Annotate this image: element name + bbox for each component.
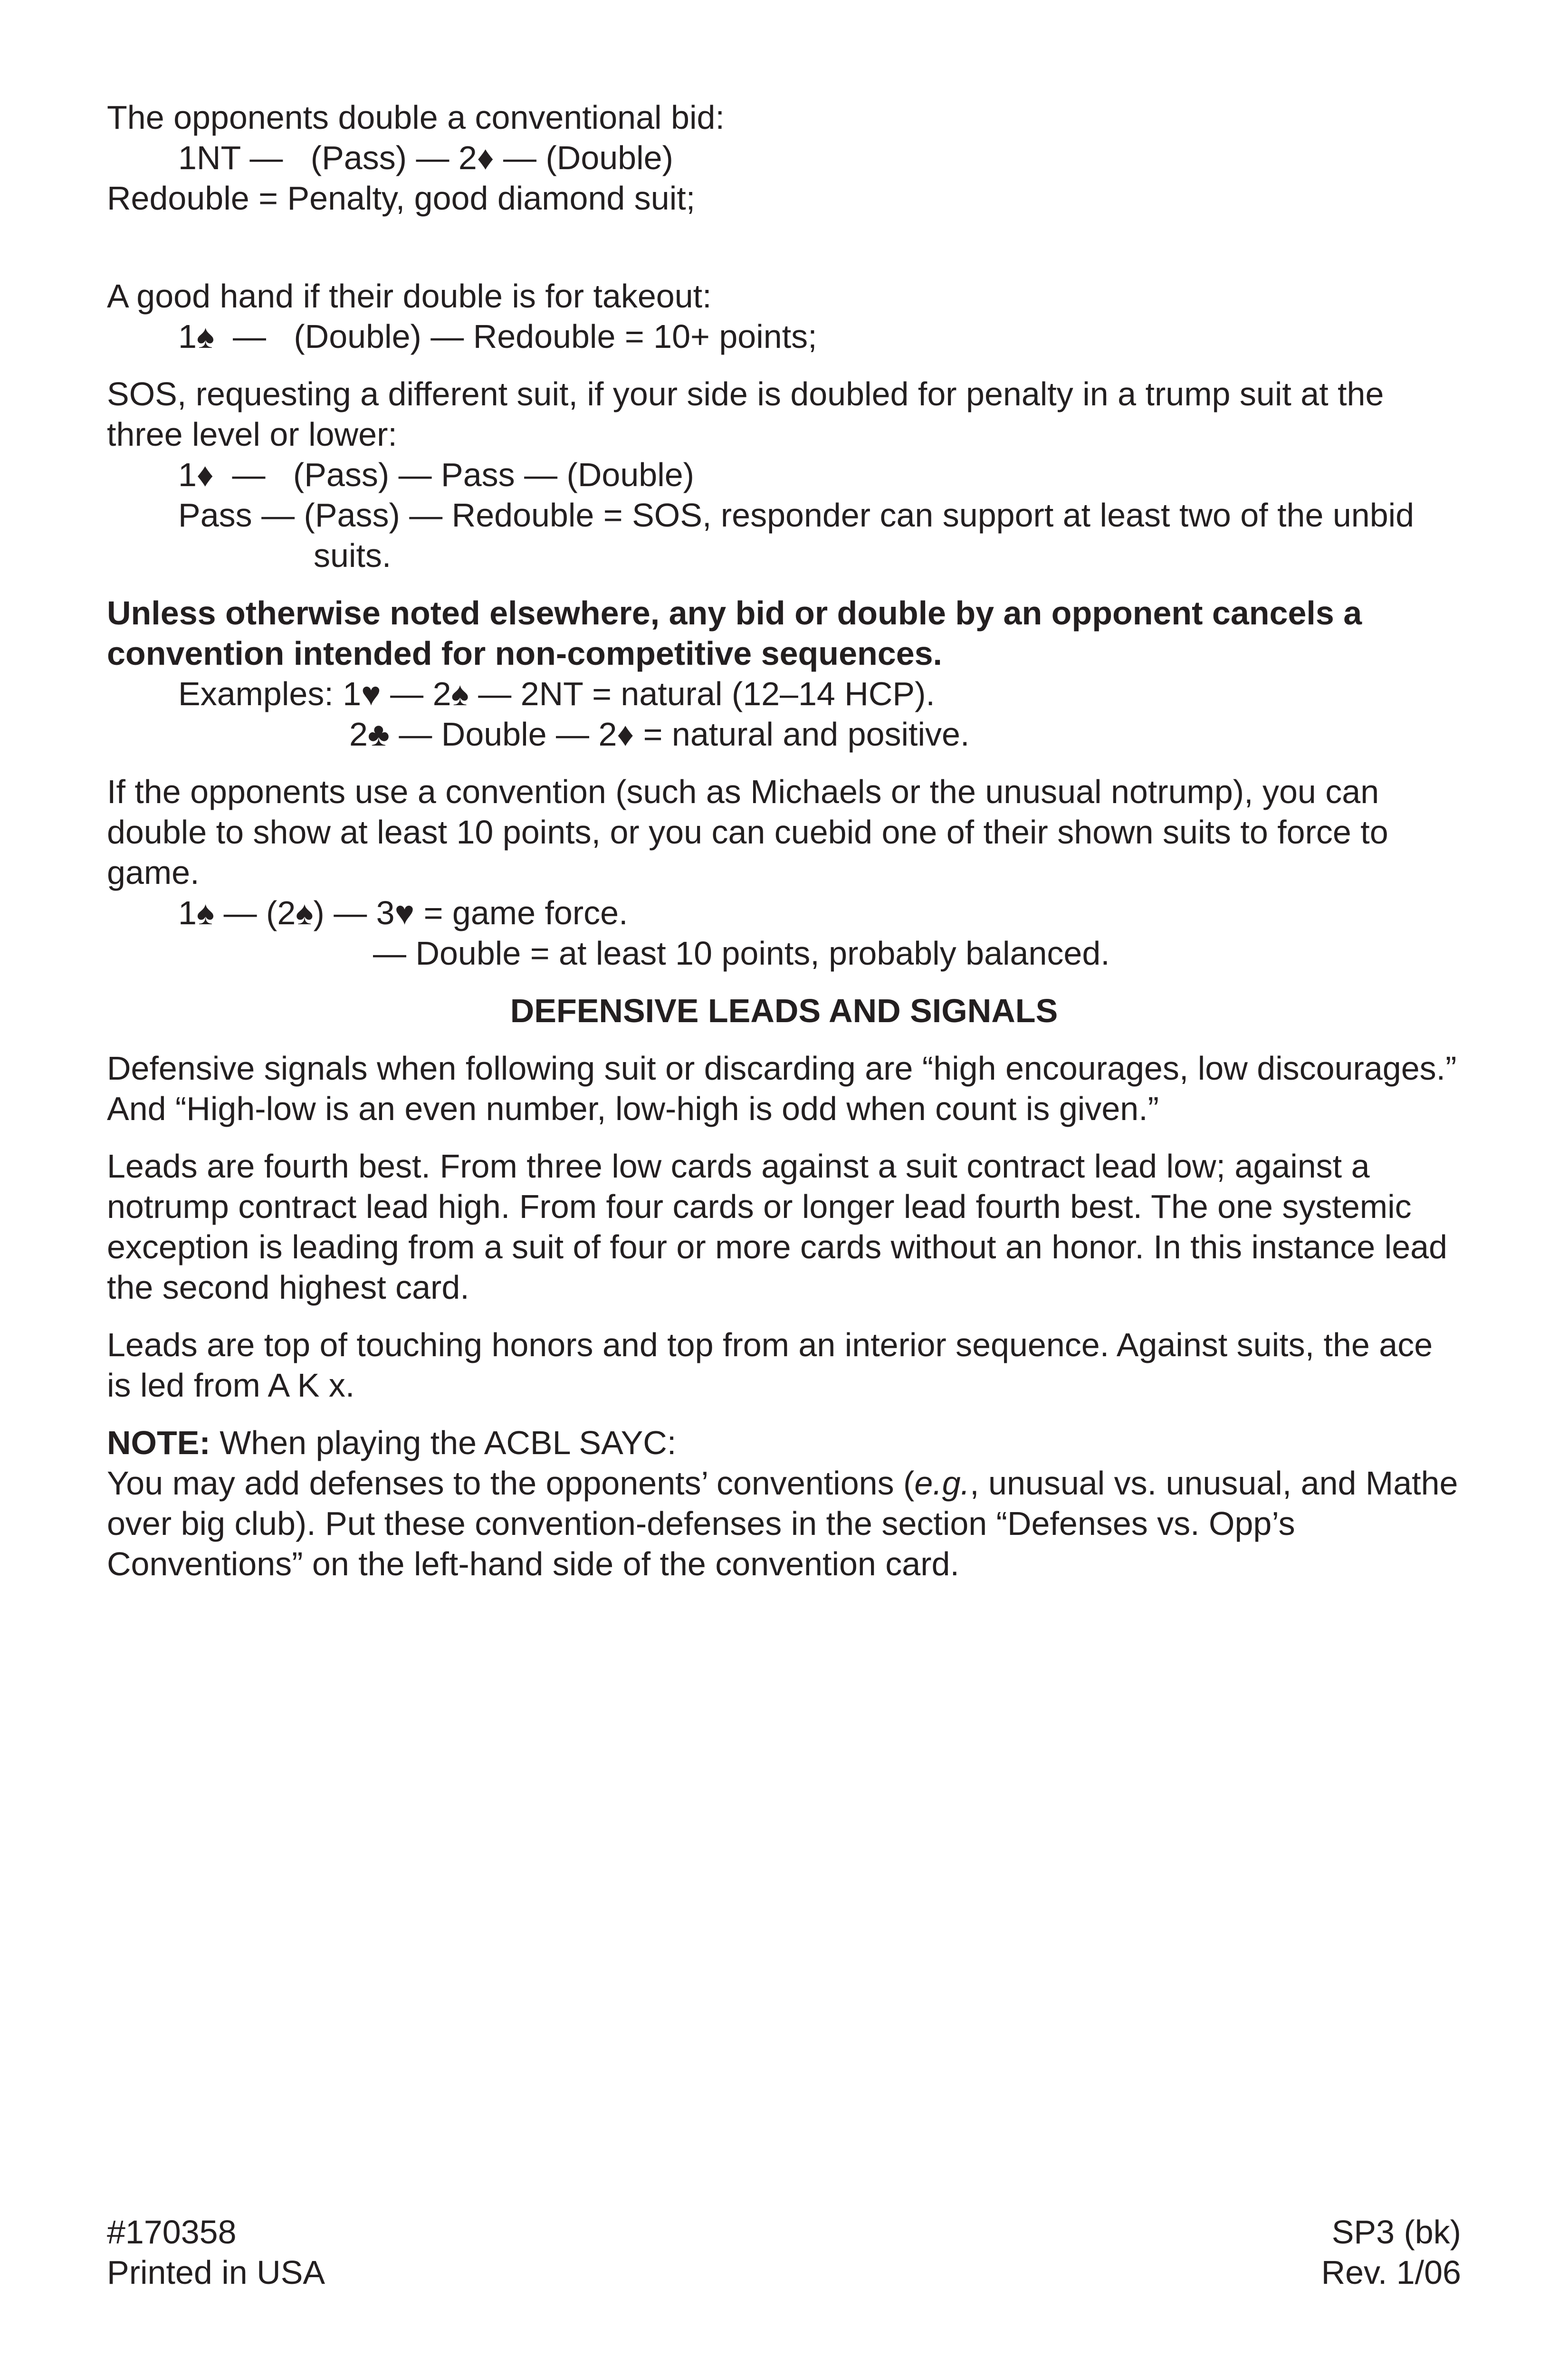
form-code: SP3 (bk): [1331, 2213, 1461, 2251]
takeout-double-intro: A good hand if their double is for takeout:: [107, 278, 712, 315]
footer-left: [107, 2212, 325, 2293]
opp-convention-line-2: — Double = at least 10 points, probably balanced.: [373, 935, 1110, 972]
note-label: NOTE:: [107, 1424, 210, 1461]
item-number: #170358: [107, 2213, 237, 2251]
opp-convention-line-1: 1♠ — (2♠) — 3♥ = game force.: [178, 894, 628, 931]
signals-paragraph: Defensive signals when following suit or discarding are “high encourages, low discourages.” And “High-low is an even number, low-high is odd when count is given.”: [107, 1050, 1457, 1127]
opp-convention-text: If the opponents use a convention (such as Michaels or the unusual notrump), you can double to show at least 10 points, or you can cuebid one of their shown suits to force to game.: [107, 773, 1388, 891]
section-heading: DEFENSIVE LEADS AND SIGNALS: [510, 992, 1058, 1029]
conventional-double-intro: The opponents double a conventional bid:: [107, 99, 725, 136]
note-paragraph: [107, 1463, 1461, 1584]
takeout-double-sequence: 1♠ — (Double) — Redouble = 10+ points;: [178, 318, 817, 355]
leads-paragraph-1: Leads are fourth best. From three low cards against a suit contract lead low; against a notrump contract lead high. From four cards or longer lead fourth best. The one systemic exception is leading from a suit of four or more cards without an honor. In this instance lead the second highest card.: [107, 1148, 1447, 1306]
note-text-after: , unusual vs. unusual, and Mathe over big club). Put these convention-defenses in the section “Defenses vs. Opp’s Conventions” on the left-hand side of the convention card.: [107, 1465, 1458, 1582]
document-page: [107, 97, 1461, 1584]
note-lead: When playing the ACBL SAYC:: [210, 1424, 677, 1461]
conventional-double-meaning: Redouble = Penalty, good diamond suit;: [107, 180, 696, 217]
cancel-rule: Unless otherwise noted elsewhere, any bid or double by an opponent cancels a convention intended for non-competitive sequences.: [107, 594, 1362, 672]
note-text-before: You may add defenses to the opponents’ conventions (: [107, 1465, 915, 1502]
sos-sequence-2: Pass — (Pass) — Redouble = SOS, responder can support at least two of the unbid suits.: [178, 497, 1415, 574]
sos-intro: SOS, requesting a different suit, if your side is doubled for penalty in a trump suit at the three level or lower:: [107, 375, 1384, 453]
conventional-double-sequence: 1NT — (Pass) — 2♦ — (Double): [178, 139, 673, 176]
note-heading-line: [107, 1423, 1461, 1463]
sos-sequence-1: 1♦ — (Pass) — Pass — (Double): [178, 456, 694, 493]
note-eg: e.g.: [914, 1465, 970, 1502]
footer-right: [1321, 2212, 1461, 2293]
revision: Rev. 1/06: [1321, 2254, 1461, 2291]
printed-in: Printed in USA: [107, 2254, 325, 2291]
cancel-example-2: 2♣ — Double — 2♦ = natural and positive.: [349, 716, 970, 753]
cancel-example-1: Examples: 1♥ — 2♠ — 2NT = natural (12–14 HCP).: [178, 675, 935, 712]
leads-paragraph-2: Leads are top of touching honors and top from an interior sequence. Against suits, the ace is led from A K x.: [107, 1326, 1433, 1404]
